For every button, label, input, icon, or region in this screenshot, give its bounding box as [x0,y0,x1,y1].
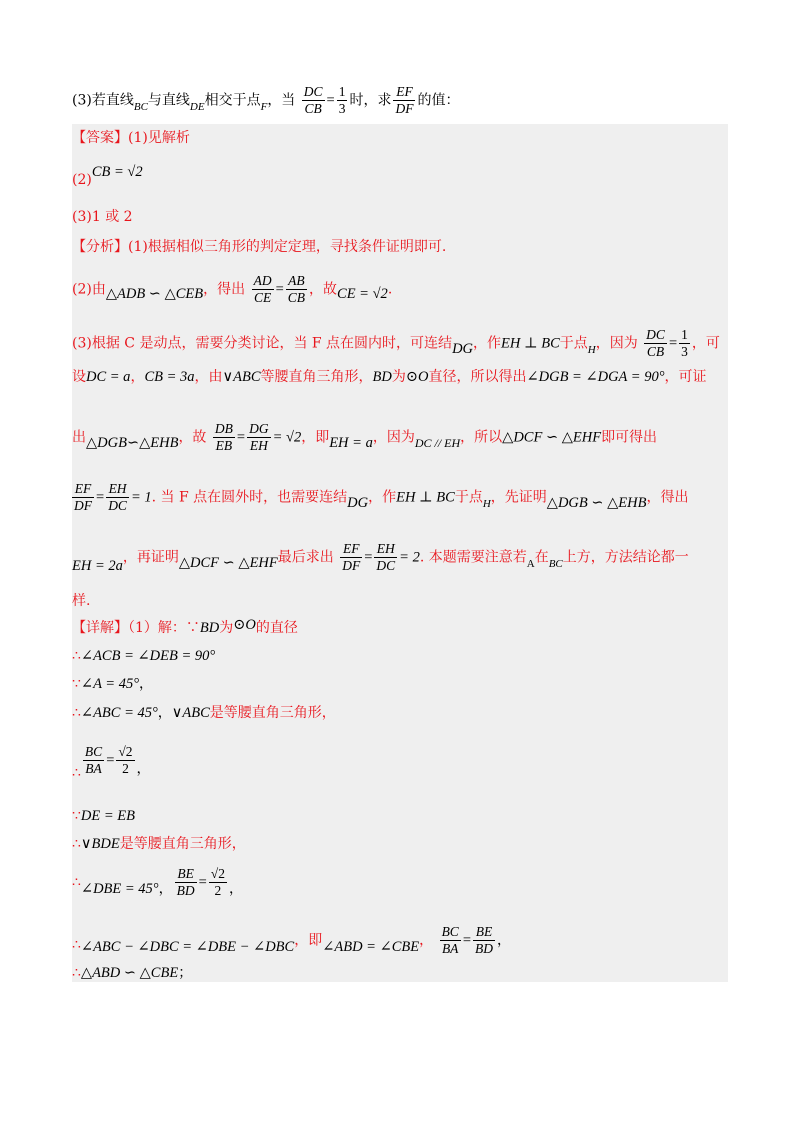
answer-part2 [72,162,143,188]
fraction-be-bd: $\frac{BE}{BD}$ [475,924,494,956]
math-dg: DG [347,494,369,511]
analysis-text: . 当 F 点在圆外时，也需要连结 [151,489,348,506]
detail-label: 【详解】（1）解：∵ [72,620,200,636]
because-symbol: ∵ [72,808,81,824]
analysis-text: 等腰直角三角形， [260,369,373,385]
therefore-symbol: ∴ [72,936,81,953]
answer-part3: (3)1 或 2 [72,209,133,225]
math-angle: ∠DGB = ∠DGA = 90° [526,369,665,385]
analysis-line8: 样. [72,593,91,609]
analysis-text: 于点 [559,335,588,352]
detail-text: ， [497,932,512,949]
math-bc: BC [548,557,563,570]
detail-line8: ∴∠DBE = 45°， $\frac{BE}{BD}$ = $\frac{√2}{2}$ ， [72,866,243,898]
detail-text: ； [178,965,193,981]
fraction-dg-eh: $\frac{DG}{EH}$ [249,421,269,453]
fraction-ab-cb: $\frac{AB}{CB}$ [287,273,306,305]
analysis-text: 为 [391,369,406,385]
fraction-db-eb: $\frac{DB}{EB}$ [214,421,233,453]
math-cb-3a: CB = 3a [144,369,195,385]
question-text: (3)若直线 [72,92,134,109]
analysis-text: ，故 [309,281,338,298]
detail-text: 的直径 [255,620,298,636]
math-equals-sqrt2: = √2 [272,429,302,446]
therefore-symbol: ∴ [72,648,81,664]
analysis-text: 在 [534,549,549,566]
math-eh-perp: EH ⊥ BC [396,489,455,506]
detail-line5: ∴ $\frac{BC}{BA}$ = $\frac{√2}{2}$ ， [72,744,151,781]
analysis-line4: 设DC = a，CB = 3a，由∨ABC等腰直角三角形，BD为⊙O直径，所以得出∠DGB = ∠DGA = 90°，可证 [72,369,707,385]
math-bc: BC [133,100,148,113]
fraction-ef-df: $\frac{EF}{DF}$ [342,541,361,573]
analysis-line3: (3)根据 C 是动点，需要分类讨论，当 F 点在圆内时，可连结DG，作EH ⊥ BC于点$_H$，因为 $\frac{DC}{CB}$ = $\frac{1}{3}$ ，可 [72,327,720,359]
detail-text: 是等腰直角三角形， [209,705,336,721]
analysis-line5: 出△DGB∽△EHB，故 $\frac{DB}{EB}$ = $\frac{DG}{EH}$ = √2，即EH = a，因为DC // EH，所以△DCF ∽ △EHF即可得出 [72,421,658,453]
detail-text: ， [158,880,173,897]
math-triangle-abc: ∨ABC [171,705,210,721]
analysis-text: ，可证 [664,369,707,385]
math-dg: DG [452,340,474,357]
analysis-text: ，因为 [372,429,415,446]
analysis-text: ，即 [301,429,330,446]
detail-line10 [72,963,192,983]
math-angle-a-45: ∠A = 45° [80,676,139,692]
therefore-symbol: ∴ [72,705,81,721]
detail-text: ，即 [294,932,323,949]
detail-line9: ∴∠ABC − ∠DBC = ∠DBE − ∠DBC，即∠ABD = ∠CBE， $\frac{BC}{BA}$ = $\frac{BE}{BD}$ ， [72,924,512,956]
equals-sign: = [326,92,335,109]
math-dc-a: DC = a [86,369,131,385]
fraction-ef-df: $\frac{EF}{DF}$ [395,84,414,116]
fraction-dc-cb: $\frac{DC}{CB}$ [646,327,665,359]
math-circle-o: ⊙O [405,369,429,385]
fraction-dc-cb: $\frac{DC}{CB}$ [303,84,323,116]
detail-text: ， [136,760,151,777]
analysis-text: . 本题需要注意若 [419,549,527,566]
math-similarity: △ADB ∽ △CEB [105,285,204,302]
fraction-bc-ba: $\frac{BC}{BA}$ [441,924,459,956]
math-similarity: △DGB ∽ △EHB [546,494,647,511]
detail-text: ， [139,676,153,692]
math-parallel: DC // EH [414,435,461,450]
math-h: H [587,343,596,356]
analysis-text: (2)由 [72,281,106,298]
analysis-line6: $\frac{EF}{DF}$ = $\frac{EH}{DC}$ = 1. 当 F 点在圆外时，也需要连结DG，作EH ⊥ BC于点$_H$，先证明△DGB ∽ △EHB，得出 [74,481,689,513]
detail-line1 [72,618,298,638]
answer-label: 【答案】(1)见解析 [72,130,190,146]
fraction-ef-df: $\frac{EF}{DF}$ [74,481,92,513]
math-de-eb: DE = EB [80,808,135,824]
math-ce: CE = √2 [337,285,388,302]
analysis-text: 设 [72,369,86,385]
question-text: 的值： [417,92,460,109]
fraction-one-third: $\frac{1}{3}$ [681,327,688,359]
therefore-symbol: ∴ [72,764,81,781]
analysis-text: (3)根据 C 是动点，需要分类讨论，当 F 点在圆内时，可连结 [72,335,453,352]
question-text: 与直线 [147,92,190,109]
analysis-text: 直径，所以得出 [428,369,527,385]
math-equals-one: = 1 [130,489,152,506]
math-angle-dbe-45: ∠DBE = 45° [80,880,159,897]
therefore-symbol: ∴ [72,965,81,981]
math-de: DE [189,100,205,113]
fraction-bc-ba: $\frac{BC}{BA}$ [84,744,103,776]
math-triangle-abc: ∨ABC [222,369,261,385]
question-line [72,84,459,117]
detail-line3 [72,674,153,694]
because-symbol: ∵ [72,676,81,692]
math-eh-2a: EH = 2a [72,557,123,574]
question-text: ，当 [267,92,296,109]
fraction-sqrt2-over-2: $\frac{√2}{2}$ [118,744,133,776]
math-eh-a: EH = a [329,434,373,451]
fraction-sqrt2-over-2: $\frac{√2}{2}$ [210,866,225,898]
math-similarity: △DGB∽△EHB [86,434,179,451]
detail-line6 [72,806,135,826]
detail-text: 是等腰直角三角形， [119,836,246,852]
analysis-text: ，所以 [460,429,503,446]
math-f: F [260,100,268,113]
detail-line4 [72,703,336,723]
detail-text: ， [419,932,434,949]
fraction-be-bd: $\frac{BE}{BD}$ [176,866,195,898]
analysis-text: ，由 [194,369,223,385]
therefore-symbol: ∴ [72,874,81,891]
math-circle-o: ⊙O [233,617,256,633]
fraction-one-third: $\frac{1}{3}$ [338,84,346,116]
therefore-symbol: ∴ [72,836,81,852]
analysis-text: 上方，方法结论都一 [562,549,689,566]
detail-line2 [72,646,215,666]
analysis-text: ，故 [178,429,207,446]
detail-text: ， [157,705,172,721]
analysis-text: ，得出 [646,489,689,506]
math-point-a: A [526,557,535,570]
detail-text: ， [228,880,243,897]
math-h: H [482,497,491,510]
analysis-text: ，可 [691,335,720,352]
math-triangle-bde: ∨BDE [80,836,120,852]
math-eh-perp: EH ⊥ BC [501,335,560,352]
fraction-ad-ce: $\frac{AD}{CE}$ [253,273,272,305]
analysis-text: ，先证明 [490,489,547,506]
analysis-text: ，作 [368,489,397,506]
analysis-text: ，再证明 [122,549,179,566]
math-similarity: △ABD ∽ △CBE [80,965,179,981]
analysis-line7: EH = 2a，再证明△DCF ∽ △EHF最后求出 $\frac{EF}{DF}$ = $\frac{EH}{DC}$ = 2. 本题需要注意若$_A$在$_{BC}$上方，方法结论都一 [72,541,689,574]
analysis-text: 即可得出 [601,429,658,446]
math-bd: BD [199,620,220,636]
analysis-text: ，得出 [203,281,246,298]
analysis-line2: (2)由△ADB ∽ △CEB，得出 $\frac{AD}{CE}$ = $\frac{AB}{CB}$ ，故CE = √2. [72,273,393,305]
analysis-line1: 【分析】(1)根据相似三角形的判定定理，寻找条件证明即可. [72,239,447,255]
fraction-eh-dc: $\frac{EH}{DC}$ [376,541,396,573]
math-equals-two: = 2 [399,549,420,566]
analysis-text: 最后求出 [277,549,334,566]
math-similarity: △DCF ∽ △EHF [178,554,278,571]
question-text: 相交于点 [204,92,261,109]
math-angle-abd-cbe: ∠ABD = ∠CBE [322,938,420,955]
analysis-text: 于点 [454,489,483,506]
answer-part2-prefix: (2) [72,172,92,188]
analysis-text: 出 [72,429,86,446]
analysis-text: . [387,281,393,298]
math-bd: BD [372,369,392,385]
question-text: 时，求 [349,92,392,109]
detail-line7 [72,834,246,854]
analysis-text: ，作 [473,335,502,352]
math-angle-difference: ∠ABC − ∠DBC = ∠DBE − ∠DBC [80,938,295,955]
detail-text: 为 [219,620,234,636]
fraction-eh-dc: $\frac{EH}{DC}$ [108,481,127,513]
math-angle-abc-45: ∠ABC = 45° [80,705,158,721]
analysis-text: ，因为 [595,335,638,352]
answer-part2-expr: CB = √2 [91,164,143,180]
math-angles-90: ∠ACB = ∠DEB = 90° [80,648,216,664]
math-similarity: △DCF ∽ △EHF [502,429,602,446]
